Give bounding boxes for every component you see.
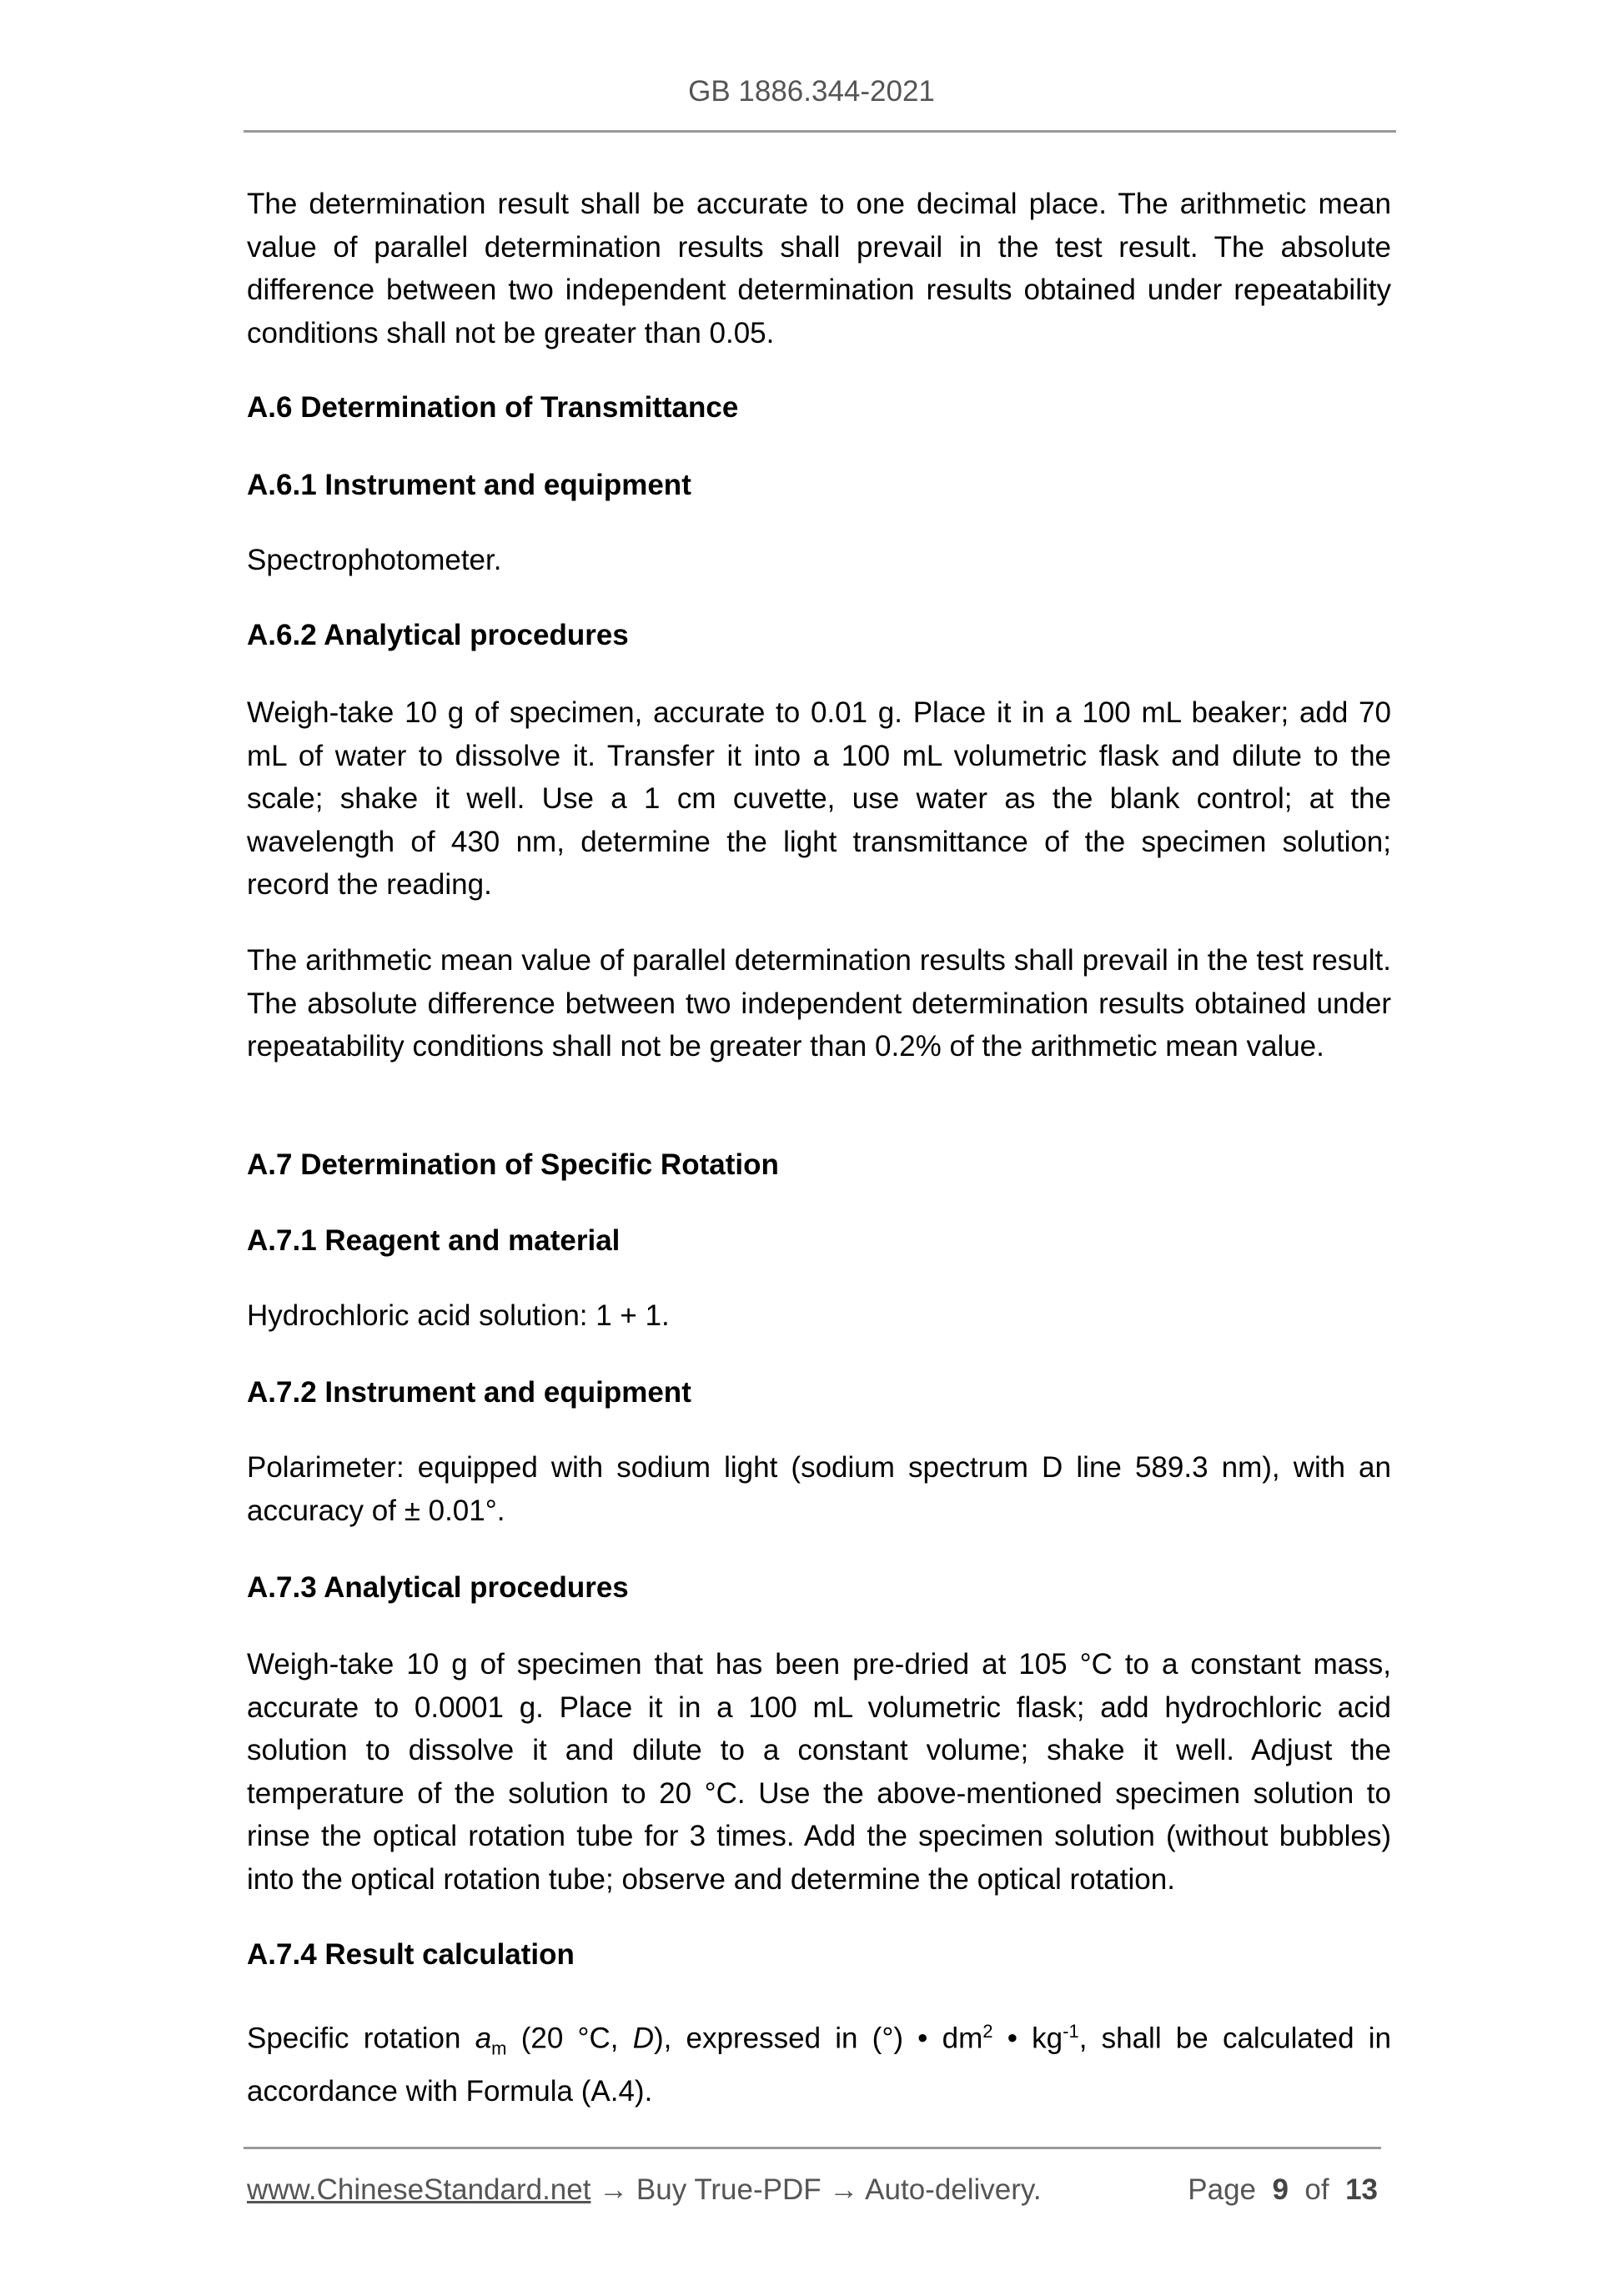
- paragraph: Weigh-take 10 g of specimen that has been pre-dried at 105 °C to a constant mass, accurate to 0.0001 g. Place it in a 100 mL volumetric flask; add hydrochloric acid solution to dissolve it and dilute to a constant volume; shake it well. Adjust the temperature of the solution to 20 °C. Use the above-mentioned specimen solution to rinse the optical rotation tube for 3 times. Add the specimen solution (without bubbles) into the optical rotation tube; observe and determine the optical rotation.: [247, 1648, 1391, 1896]
- section-heading: A.7.4 Result calculation: [247, 1938, 575, 1971]
- section-heading: A.6.1 Instrument and equipment: [247, 469, 691, 501]
- subscript: m: [491, 2037, 507, 2059]
- superscript: 2: [982, 2021, 993, 2042]
- page-number: 9: [1272, 2173, 1289, 2206]
- text: Specific rotation: [247, 2022, 475, 2055]
- website-link[interactable]: www.ChineseStandard.net: [247, 2173, 591, 2206]
- of-label: of: [1304, 2173, 1329, 2206]
- text: • kg: [992, 2022, 1063, 2055]
- text: , shall be calculated in accordance with Formula (A.4).: [247, 2022, 1391, 2108]
- paragraph: The determination result shall be accurate to one decimal place. The arithmetic mean value of parallel determination results shall prevail in the test result. The absolute difference between two independent determination results obtained under repeatability conditions shall not be greater than 0.05.: [247, 188, 1391, 349]
- section-heading: A.7.1 Reagent and material: [247, 1224, 621, 1257]
- total-pages: 13: [1345, 2173, 1378, 2206]
- section-heading: A.7.3 Analytical procedures: [247, 1571, 629, 1604]
- paragraph: The arithmetic mean value of parallel determination results shall prevail in the test result. The absolute difference between two independent determination results obtained under repeatability conditions shall not be greater than 0.2% of the arithmetic mean value.: [247, 944, 1391, 1063]
- section-heading: A.7.2 Instrument and equipment: [247, 1376, 691, 1409]
- text: ), expressed in (°) • dm: [653, 2022, 983, 2055]
- symbol: D: [632, 2022, 654, 2055]
- header-divider: [244, 130, 1396, 133]
- superscript: -1: [1063, 2021, 1079, 2042]
- paragraph: Polarimeter: equipped with sodium light (sodium spectrum D line 589.3 nm), with an accuracy of ± 0.01°.: [247, 1451, 1391, 1527]
- paragraph: Hydrochloric acid solution: 1 + 1.: [247, 1299, 670, 1332]
- page-indicator: [1188, 2170, 1378, 2210]
- document-header: GB 1886.344-2021: [688, 75, 935, 108]
- section-heading: A.6 Determination of Transmittance: [247, 391, 739, 424]
- paragraph: Spectrophotometer.: [247, 544, 502, 576]
- page-label: Page: [1188, 2173, 1257, 2206]
- symbol: a: [475, 2022, 492, 2055]
- footer-divider: [244, 2147, 1381, 2149]
- paragraph: Weigh-take 10 g of specimen, accurate to 0.01 g. Place it in a 100 mL beaker; add 70 mL of water to dissolve it. Transfer it into a 100 mL volumetric flask and dilute to the scale; shake it well. Use a 1 cm cuvette, use water as the blank control; at the wavelength of 430 nm, determine the light transmittance of the specimen solution; record the reading.: [247, 696, 1391, 901]
- footer-tagline: → Buy True-PDF → Auto-delivery.: [590, 2173, 1042, 2206]
- section-heading: A.6.2 Analytical procedures: [247, 619, 629, 651]
- footer: [247, 2170, 1378, 2210]
- paragraph-specific-rotation: [247, 2010, 1391, 2113]
- text: (20 °C,: [506, 2022, 633, 2055]
- section-heading: A.7 Determination of Specific Rotation: [247, 1148, 779, 1181]
